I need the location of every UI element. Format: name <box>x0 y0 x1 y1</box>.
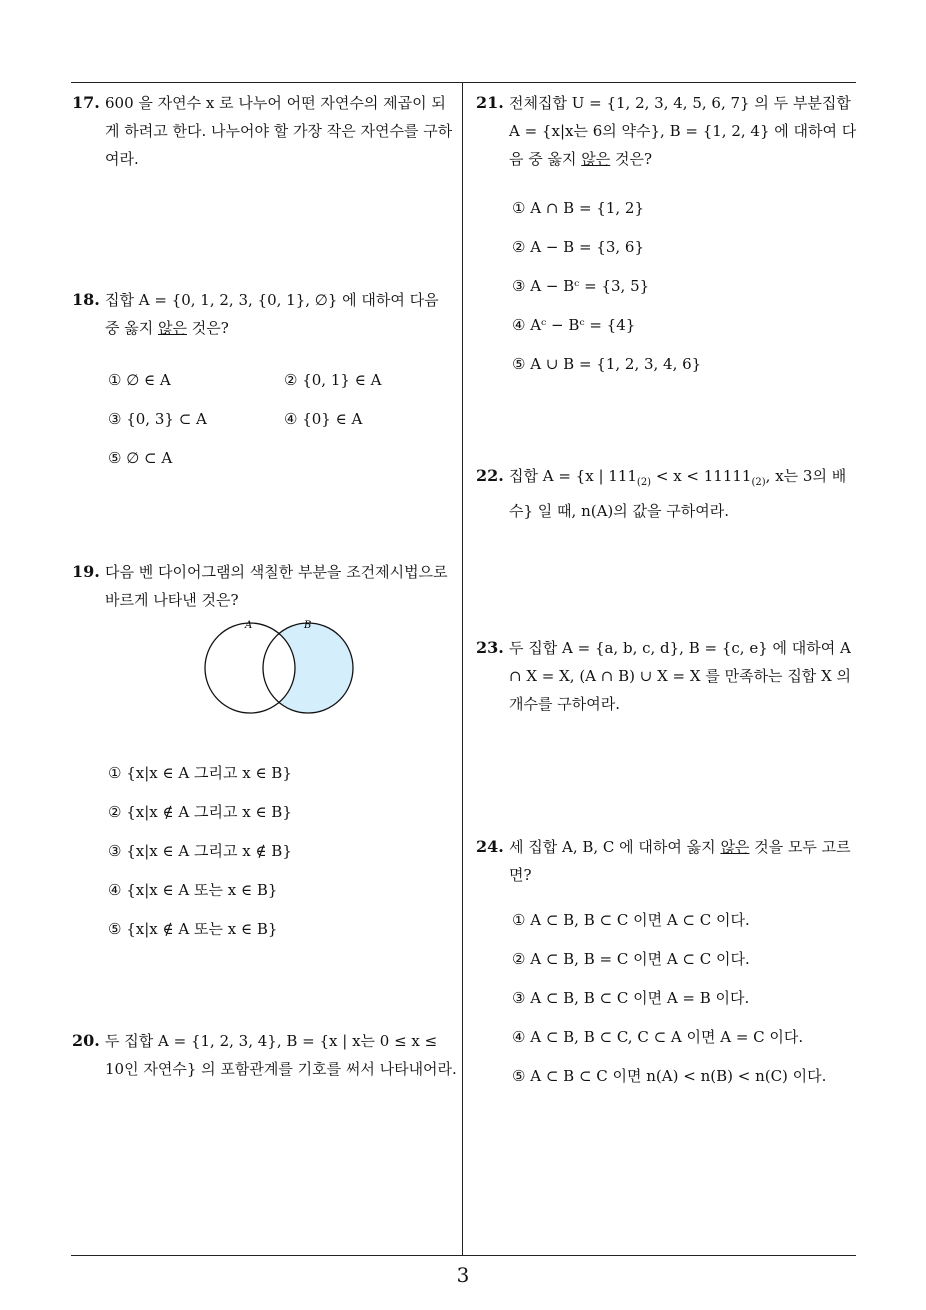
venn-label-b: B <box>304 620 312 631</box>
option-3[interactable]: ③ A ⊂ B, B ⊂ C 이면 A = B 이다. <box>512 989 750 1007</box>
stem-text: 집합 A = {0, 1, 2, 3, {0, 1}, ∅} 에 대하여 다음 중 옳지 <box>105 291 439 337</box>
question-19 <box>72 558 457 614</box>
option-5[interactable]: ⑤ A ∪ B = {1, 2, 3, 4, 6} <box>512 355 702 373</box>
option-5[interactable]: ⑤ {x|x ∉ A 또는 x ∈ B} <box>108 920 278 938</box>
option-3[interactable]: ③ {x|x ∈ A 그리고 x ∉ B} <box>108 842 292 860</box>
option-4[interactable]: ④ Aᶜ − Bᶜ = {4} <box>512 316 636 334</box>
stem-text: 것은? <box>610 150 653 168</box>
option-2[interactable]: ② A ⊂ B, B = C 이면 A ⊂ C 이다. <box>512 950 750 968</box>
question-20 <box>72 1027 457 1083</box>
venn-label-a: A <box>245 620 253 631</box>
question-number: 18. <box>72 290 100 309</box>
question-number: 21. <box>476 93 504 112</box>
option-4[interactable]: ④ {x|x ∈ A 또는 x ∈ B} <box>108 881 278 899</box>
question-stem: 두 집합 A = {1, 2, 3, 4}, B = {x | x는 0 ≤ x ≤ 10인 자연수} 의 포함관계를 기호를 써서 나타내어라. <box>105 1032 457 1078</box>
page-number: 3 <box>456 1263 470 1287</box>
stem-text: , x는 3의 배수} 일 때, n(A)의 값을 구하여라. <box>509 467 847 520</box>
option-3[interactable]: ③ A − Bᶜ = {3, 5} <box>512 277 650 295</box>
question-stem: 두 집합 A = {a, b, c, d}, B = {c, e} 에 대하여 A ∩ X = X, (A ∩ B) ∪ X = X 를 만족하는 집합 X 의 개수를 구하여라. <box>509 639 852 713</box>
option-4[interactable]: ④ {0} ∈ A <box>284 410 363 428</box>
option-3[interactable]: ③ {0, 3} ⊂ A <box>108 410 207 428</box>
stem-text: 것은? <box>187 319 229 337</box>
question-22 <box>476 462 860 525</box>
stem-text: < x < 11111 <box>651 467 752 485</box>
question-18 <box>72 286 457 342</box>
column-divider <box>462 83 463 1255</box>
option-1[interactable]: ① A ⊂ B, B ⊂ C 이면 A ⊂ C 이다. <box>512 911 750 929</box>
option-2[interactable]: ② A − B = {3, 6} <box>512 238 644 256</box>
question-stem: 600 을 자연수 x 로 나누어 어떤 자연수의 제곱이 되게 하려고 한다. 나누어야 할 가장 작은 자연수를 구하여라. <box>105 94 453 168</box>
question-17 <box>72 89 457 173</box>
question-stem <box>509 89 860 173</box>
option-2[interactable]: ② {0, 1} ∈ A <box>284 371 382 389</box>
option-1[interactable]: ① ∅ ∈ A <box>108 371 171 389</box>
option-1[interactable]: ① {x|x ∈ A 그리고 x ∈ B} <box>108 764 292 782</box>
stem-text: 것을 모두 고르면? <box>509 838 851 884</box>
question-24 <box>476 833 860 889</box>
stem-text: 세 집합 A, B, C 에 대하여 옳지 <box>509 838 721 856</box>
question-number: 17. <box>72 93 100 112</box>
base-subscript: (2) <box>636 477 652 488</box>
bottom-rule <box>71 1255 856 1256</box>
question-number: 22. <box>476 466 504 485</box>
option-4[interactable]: ④ A ⊂ B, B ⊂ C, C ⊂ A 이면 A = C 이다. <box>512 1028 804 1046</box>
question-23 <box>476 634 860 718</box>
question-number: 20. <box>72 1031 100 1050</box>
option-2[interactable]: ② {x|x ∉ A 그리고 x ∈ B} <box>108 803 292 821</box>
stem-underlined: 않은 <box>158 319 187 337</box>
venn-diagram <box>200 615 360 720</box>
question-21 <box>476 89 860 173</box>
option-5[interactable]: ⑤ ∅ ⊂ A <box>108 449 173 467</box>
base-subscript: (2) <box>751 477 766 488</box>
question-number: 19. <box>72 562 100 581</box>
stem-underlined: 않은 <box>581 150 611 168</box>
question-stem: 다음 벤 다이어그램의 색칠한 부분을 조건제시법으로 바르게 나타낸 것은? <box>105 563 448 609</box>
question-stem <box>509 462 860 525</box>
question-stem <box>509 833 860 889</box>
top-rule <box>71 82 856 83</box>
option-1[interactable]: ① A ∩ B = {1, 2} <box>512 199 644 217</box>
question-number: 23. <box>476 638 504 657</box>
stem-text: 집합 A = {x | 111 <box>509 467 637 485</box>
question-stem <box>105 286 457 342</box>
stem-underlined: 않은 <box>720 838 750 856</box>
stem-text: 전체집합 U = {1, 2, 3, 4, 5, 6, 7} 의 두 부분집합 A = {x|x는 6의 약수}, B = {1, 2, 4} 에 대하여 다음 중 옳지 <box>509 94 857 168</box>
question-number: 24. <box>476 837 504 856</box>
option-5[interactable]: ⑤ A ⊂ B ⊂ C 이면 n(A) < n(B) < n(C) 이다. <box>512 1067 827 1085</box>
